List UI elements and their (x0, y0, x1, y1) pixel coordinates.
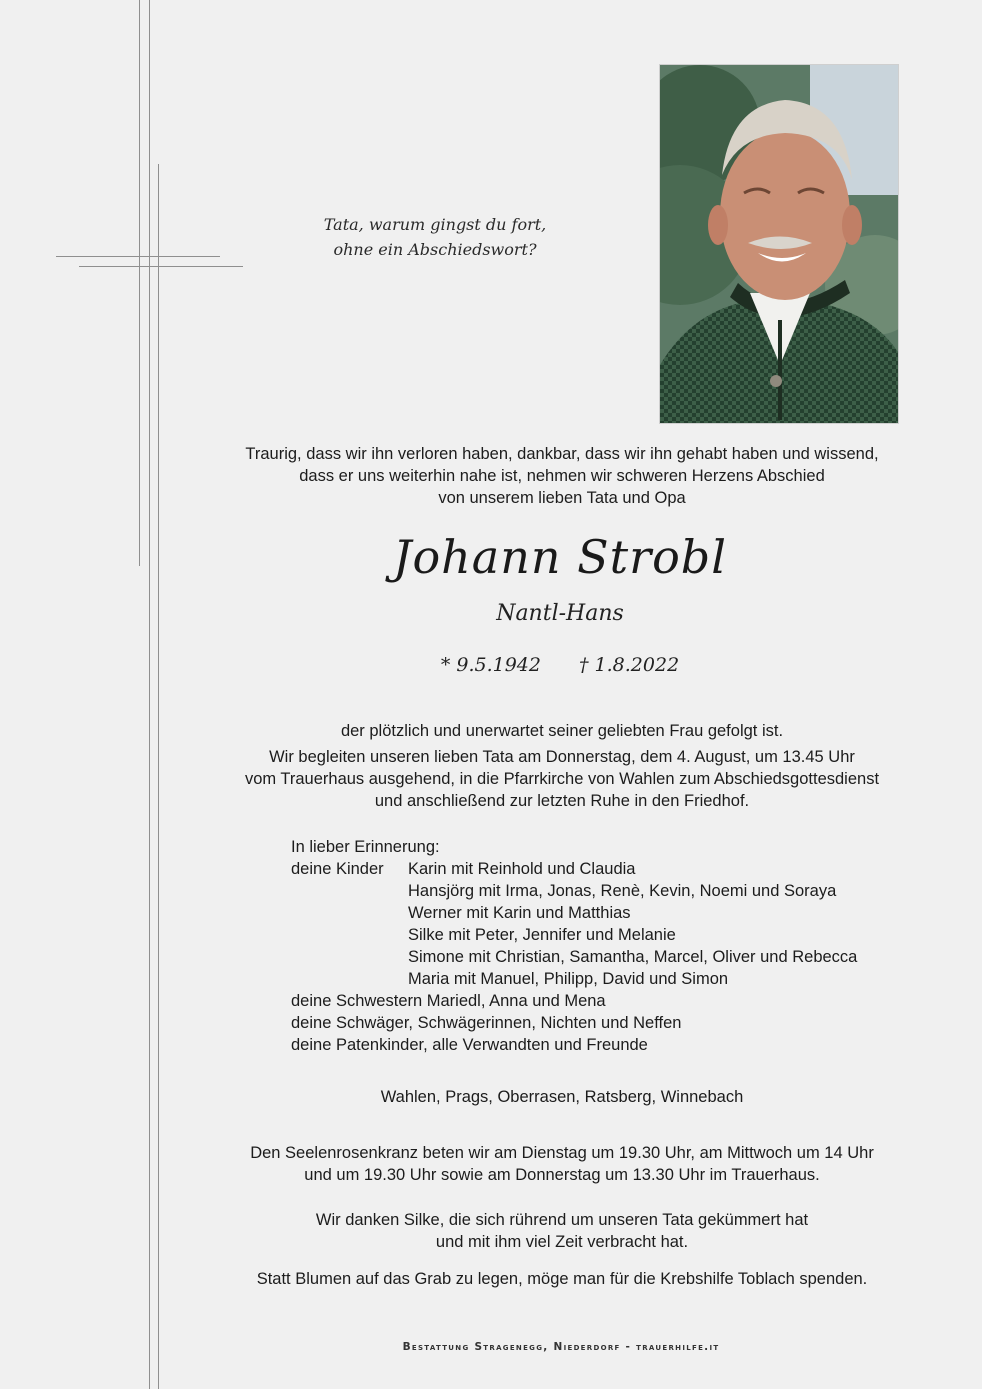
thanks-line-2: und mit ihm viel Zeit verbracht hat. (435, 1233, 689, 1251)
intro-line-1: Traurig, dass wir ihn verloren haben, dankbar, dass wir ihn gehabt haben und wissend, (245, 445, 879, 463)
kid-entry: Maria mit Manuel, Philipp, David und Simon (408, 970, 729, 988)
kid-entry: Silke mit Peter, Jennifer und Melanie (408, 926, 676, 944)
left-vertical-line-outer (139, 0, 140, 566)
intro-line-3: von unserem lieben Tata und Opa (438, 489, 686, 507)
donation-line: Statt Blumen auf das Grab zu legen, möge man für die Krebshilfe Toblach spenden. (256, 1270, 868, 1288)
deceased-name: Johann Strobl (393, 530, 727, 584)
opening-quote (290, 212, 580, 262)
kid-entry: Hansjörg mit Irma, Jonas, Renè, Kevin, Noemi und Soraya (408, 882, 837, 900)
deceased-nickname: Nantl-Hans (496, 601, 624, 626)
announcement-line-3: vom Trauerhaus ausgehend, in die Pfarrkirche von Wahlen zum Abschiedsgottesdienst (244, 770, 880, 788)
birth-date: * 9.5.1942 (440, 654, 541, 676)
kids-label: deine Kinder (291, 860, 384, 878)
kid-entry: Simone mit Christian, Samantha, Marcel, Oliver und Rebecca (408, 948, 858, 966)
quote-line-2: ohne ein Abschiedswort? (333, 240, 537, 259)
rosary-line-2: und um 19.30 Uhr sowie am Donnerstag um 13.30 Uhr im Trauerhaus. (304, 1166, 820, 1184)
thanks-line-1: Wir danken Silke, die sich rührend um unseren Tata gekümmert hat (315, 1211, 809, 1229)
places-line: Wahlen, Prags, Oberrasen, Ratsberg, Winnebach (380, 1088, 744, 1106)
announcement-text (210, 720, 914, 812)
kids-row (291, 858, 911, 880)
announcement-line-2: Wir begleiten unseren lieben Tata am Donnerstag, dem 4. August, um 13.45 Uhr (269, 748, 855, 766)
cross-horizontal-beam-top (56, 256, 220, 257)
rosary-text (210, 1142, 914, 1186)
announcement-line-1: der plötzlich und unerwartet seiner geliebten Frau gefolgt ist. (340, 722, 784, 740)
kid-entry: Werner mit Karin und Matthias (408, 904, 631, 922)
intro-text (210, 443, 914, 509)
funeral-home-footer: Bestattung Stragenegg, Niederdorf - trauerhilfe.it (402, 1341, 720, 1353)
inlaws-line: deine Schwäger, Schwägerinnen, Nichten und Neffen (291, 1014, 682, 1032)
life-dates (400, 650, 720, 680)
thanks-text (210, 1209, 914, 1253)
kid-entry: Karin mit Reinhold und Claudia (408, 860, 636, 878)
rosary-line-1: Den Seelenrosenkranz beten wir am Dienstag um 19.30 Uhr, am Mittwoch um 14 Uhr (250, 1144, 874, 1162)
godchildren-line: deine Patenkinder, alle Verwandten und Freunde (291, 1036, 648, 1054)
announcement-line-4: und anschließend zur letzten Ruhe in den Friedhof. (374, 792, 750, 810)
memory-heading: In lieber Erinnerung: (291, 838, 440, 856)
cross-vertical-beam (158, 164, 159, 1389)
donation-text (210, 1268, 914, 1290)
quote-line-1: Tata, warum gingst du fort, (323, 215, 547, 234)
intro-line-2: dass er uns weiterhin nahe ist, nehmen wir schweren Herzens Abschied (299, 467, 825, 485)
left-vertical-line-long (149, 0, 150, 1389)
cross-horizontal-beam-bottom (79, 266, 243, 267)
portrait-photo (659, 64, 899, 424)
mourners-list (291, 836, 911, 1056)
sisters-line: deine Schwestern Mariedl, Anna und Mena (291, 992, 606, 1010)
death-date: † 1.8.2022 (579, 654, 680, 676)
portrait-illustration (660, 65, 899, 424)
